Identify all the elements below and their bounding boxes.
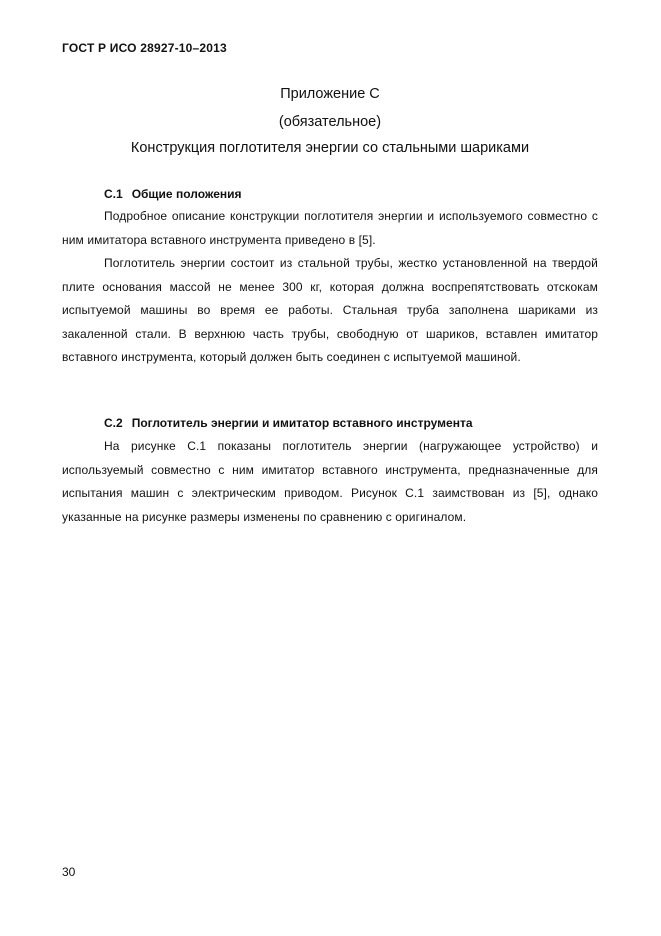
section-heading-c1 [104,187,242,201]
paragraph: На рисунке С.1 показаны поглотитель энергии (нагружающее устройство) и используемый совместно с ним имитатор вставного инструмента, предназначенные для испытания машин с электрическим приводом. Рисунок С.1 заимствован из [5], однако указанные на рисунке размеры изменены по сравнению с оригиналом. [62,439,598,524]
section-title-text: Общие положения [131,187,242,201]
appendix-title: Приложение С [280,86,380,102]
paragraph: Подробное описание конструкции поглотителя энергии и используемого совместно с ним имитатора вставного инструмента приведено в [5]. [62,209,598,247]
paragraph: Поглотитель энергии состоит из стальной трубы, жестко установленной на твердой плите основания массой не менее 300 кг, которая должна воспрепятствовать отскокам испытуемой машины во время ее работы. Стальная труба заполнена шариками из закаленной стали. В верхнюю часть трубы, свободную от шариков, вставлен имитатор вставного инструмента, который должен быть соединен с испытуемой машиной. [62,256,598,364]
section-title-text: Поглотитель энергии и имитатор вставного инструмента [131,416,473,430]
appendix-status: (обязательное) [278,114,382,130]
document-code: ГОСТ Р ИСО 28927-10–2013 [62,41,227,55]
section-number: С.1 [104,187,123,201]
appendix-subject: Конструкция поглотителя энергии со стальными шариками [130,140,530,156]
section-number: С.2 [104,416,123,430]
section-heading-c2 [104,416,473,430]
page-number: 30 [62,865,76,879]
